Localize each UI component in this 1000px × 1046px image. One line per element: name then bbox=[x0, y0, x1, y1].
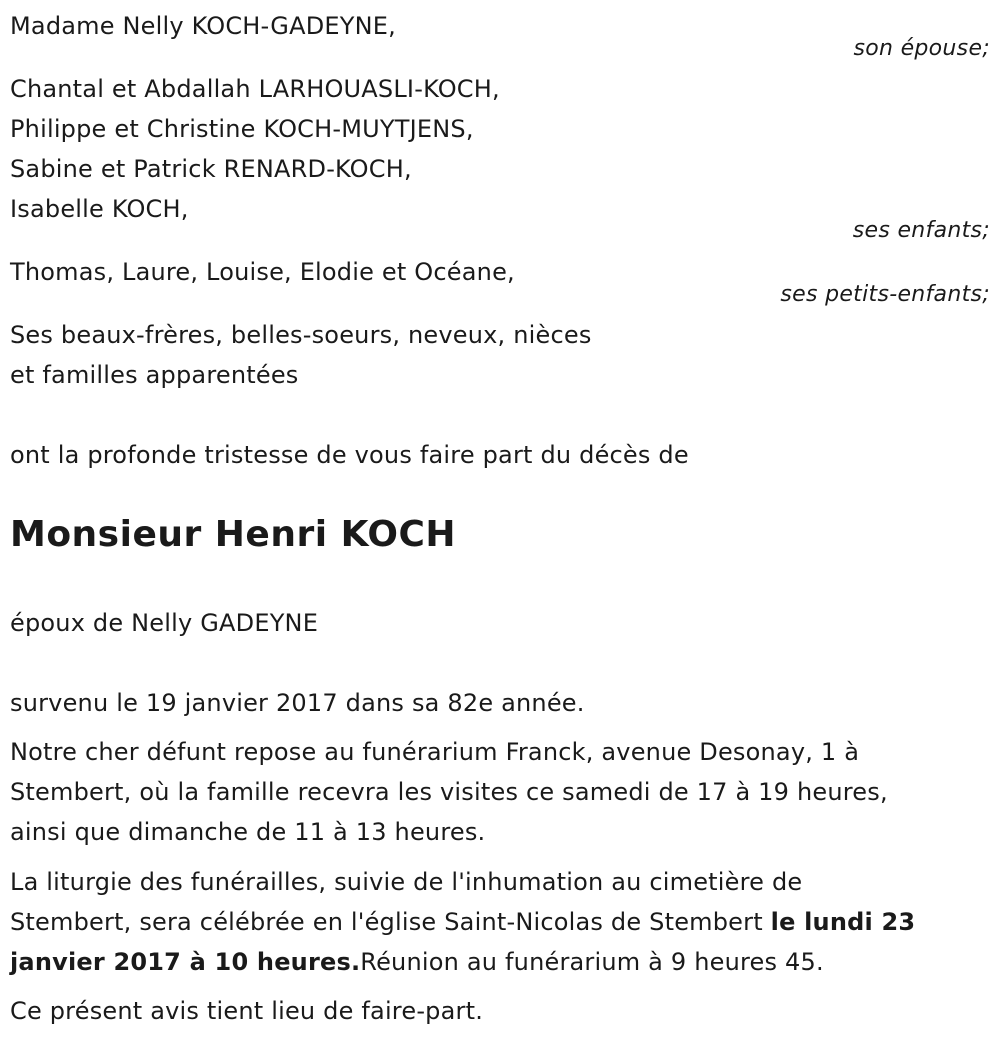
child-line-3: Sabine et Patrick RENARD-KOCH, bbox=[10, 155, 412, 183]
funeral-line-2-text: Stembert, sera célébrée en l'église Saint-Nicolas de Stembert bbox=[10, 908, 771, 936]
deceased-name: Monsieur Henri KOCH bbox=[10, 514, 457, 555]
funeral-line-3 bbox=[10, 942, 824, 982]
funeral-line-1: La liturgie des funérailles, suivie de l'inhumation au cimetière de bbox=[10, 868, 803, 896]
visitation-line-2: Stembert, où la famille recevra les visites ce samedi de 17 à 19 heures, bbox=[10, 778, 888, 806]
spouse-name: Madame Nelly KOCH-GADEYNE, bbox=[10, 12, 396, 40]
funeral-date-part-2: janvier 2017 à 10 heures. bbox=[10, 948, 361, 976]
funeral-line-2 bbox=[10, 902, 915, 942]
child-line-1: Chantal et Abdallah LARHOUASLI-KOCH, bbox=[10, 75, 500, 103]
grandchildren-names: Thomas, Laure, Louise, Elodie et Océane, bbox=[10, 258, 515, 286]
closing-text: Ce présent avis tient lieu de faire-part. bbox=[10, 997, 484, 1025]
visitation-line-1: Notre cher défunt repose au funérarium Franck, avenue Desonay, 1 à bbox=[10, 738, 860, 766]
relatives-line-1: Ses beaux-frères, belles-soeurs, neveux, nièces bbox=[10, 321, 592, 349]
death-info-text: survenu le 19 janvier 2017 dans sa 82e année. bbox=[10, 689, 585, 717]
funeral-reunion-text: Réunion au funérarium à 9 heures 45. bbox=[360, 948, 824, 976]
visitation-line-3: ainsi que dimanche de 11 à 13 heures. bbox=[10, 818, 486, 846]
child-line-4: Isabelle KOCH, bbox=[10, 195, 189, 223]
grandchildren-role: ses petits-enfants; bbox=[780, 282, 990, 307]
child-line-2: Philippe et Christine KOCH-MUYTJENS, bbox=[10, 115, 474, 143]
spouse-of-text: époux de Nelly GADEYNE bbox=[10, 609, 319, 637]
funeral-date-part-1: le lundi 23 bbox=[770, 908, 916, 936]
announcement-text: ont la profonde tristesse de vous faire part du décès de bbox=[10, 441, 689, 469]
relatives-line-2: et familles apparentées bbox=[10, 361, 299, 389]
spouse-role: son épouse; bbox=[853, 36, 990, 61]
children-role: ses enfants; bbox=[852, 218, 990, 243]
